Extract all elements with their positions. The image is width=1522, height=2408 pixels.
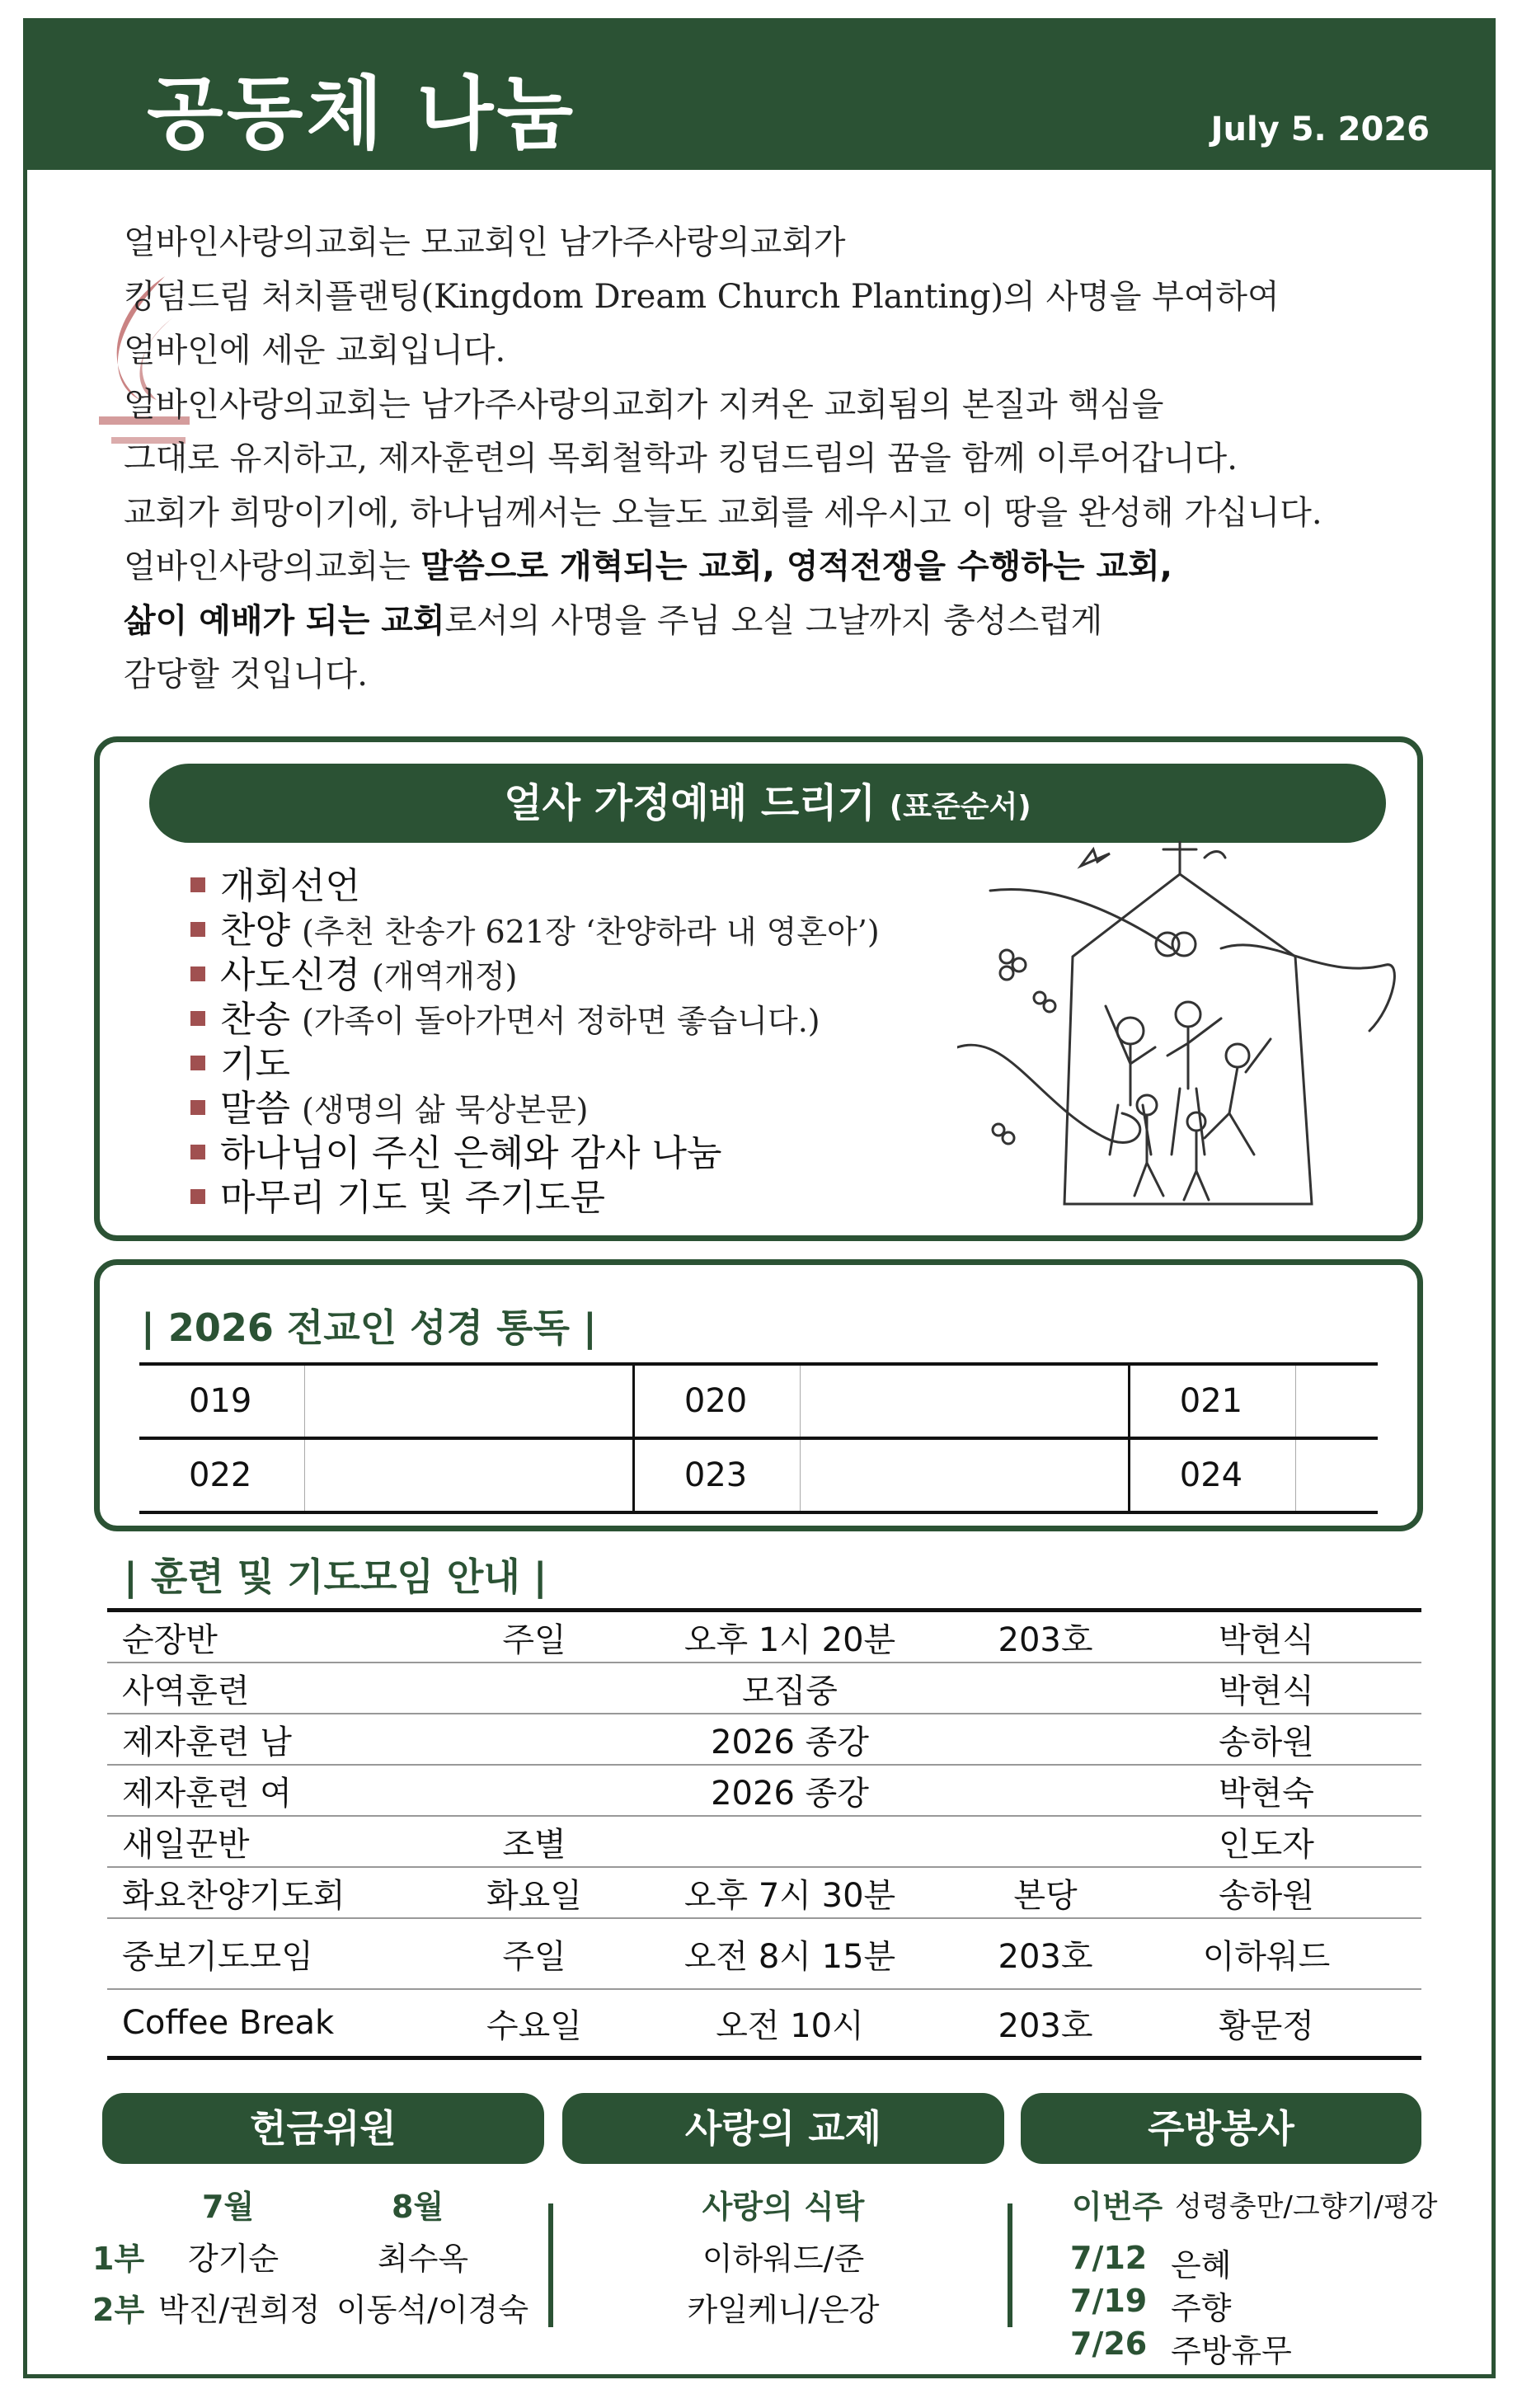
program-day: 조별 xyxy=(502,1825,566,1864)
program-room xyxy=(979,1765,1111,1816)
program-room: 203호 xyxy=(998,1937,1093,1976)
kitchen-team: 주향 xyxy=(1171,2290,1232,2326)
program-name: 화요찬양기도회 xyxy=(122,1876,345,1915)
mission-prefix: 얼바인사랑의교회는 xyxy=(124,548,421,586)
worship-item-note: (가족이 돌아가면서 정하면 좋습니다.) xyxy=(302,1003,820,1039)
training-title: | 훈련 및 기도모임 안내 | xyxy=(124,1554,547,1599)
column-divider xyxy=(548,2203,553,2327)
table-row xyxy=(107,1611,1421,1663)
program-day: 주일 xyxy=(502,1620,566,1659)
program-leader: 박현숙 xyxy=(1219,1774,1314,1813)
program-day xyxy=(468,1663,600,1714)
reading-check-cell[interactable] xyxy=(800,1438,1129,1512)
program-room xyxy=(979,1663,1111,1714)
program-room xyxy=(979,1816,1111,1867)
worship-item-label: 기도 xyxy=(220,1043,291,1085)
square-bullet-icon xyxy=(190,877,205,892)
worship-item-label: 말씀 xyxy=(220,1088,291,1130)
kitchen-date: 7/26 xyxy=(1070,2326,1148,2362)
offering-member: 이동석/이경숙 xyxy=(336,2292,529,2328)
page-header xyxy=(23,18,1496,170)
reading-day: 022 xyxy=(139,1438,305,1512)
worship-subtitle: (표준순서) xyxy=(889,790,1031,824)
fellowship-subtitle: 사랑의 식탁 xyxy=(702,2189,865,2225)
reading-day: 019 xyxy=(139,1364,305,1438)
worship-item xyxy=(190,953,880,998)
offering-member: 최수옥 xyxy=(378,2241,469,2277)
worship-item xyxy=(190,998,880,1042)
program-name: 사역훈련 xyxy=(122,1672,250,1710)
program-name: 순장반 xyxy=(122,1620,218,1659)
square-bullet-icon xyxy=(190,1100,205,1115)
program-name: 제자훈련 남 xyxy=(122,1723,292,1761)
table-row xyxy=(107,1918,1421,1989)
worship-item xyxy=(190,909,880,953)
mission-bold: 삶이 예배가 되는 교회 xyxy=(124,601,445,640)
program-name: 제자훈련 여 xyxy=(122,1774,292,1813)
kitchen-this-week-label: 이번주 xyxy=(1072,2189,1163,2225)
training-table xyxy=(107,1608,1421,2060)
offering-month: 7월 xyxy=(202,2189,255,2225)
square-bullet-icon xyxy=(190,1145,205,1159)
intro-line: 교회가 희망이기에, 하나님께서는 오늘도 교회를 세우시고 이 땅을 완성해 가십니다. xyxy=(124,493,1322,532)
program-time: 2026 종강 xyxy=(711,1774,869,1813)
family-worship-box xyxy=(94,736,1423,1241)
worship-item-note: (생명의 삶 묵상본문) xyxy=(302,1092,589,1128)
kitchen-date: 7/19 xyxy=(1070,2283,1148,2319)
reading-check-cell[interactable] xyxy=(1295,1438,1378,1512)
table-row xyxy=(107,1663,1421,1714)
table-row xyxy=(139,1438,1378,1512)
worship-item-label: 하나님이 주신 은혜와 감사 나눔 xyxy=(220,1132,722,1174)
offering-service: 2부 xyxy=(92,2292,145,2328)
square-bullet-icon xyxy=(190,1011,205,1026)
reading-check-cell[interactable] xyxy=(1295,1364,1378,1438)
offering-month: 8월 xyxy=(392,2189,444,2225)
worship-item xyxy=(190,1131,880,1176)
kitchen-title: 주방봉사 xyxy=(1021,2093,1421,2164)
offering-service: 1부 xyxy=(92,2241,145,2277)
family-worship-title xyxy=(149,764,1386,843)
program-name: Coffee Break xyxy=(122,2004,335,2042)
mission-line xyxy=(124,540,1443,595)
worship-item-note: (개역개정) xyxy=(372,958,518,995)
kitchen-team: 은혜 xyxy=(1171,2247,1232,2283)
reading-day: 021 xyxy=(1129,1364,1295,1438)
kitchen-this-week-teams: 성령충만/그향기/평강 xyxy=(1175,2190,1438,2223)
worship-item xyxy=(190,1087,880,1131)
program-leader: 황문정 xyxy=(1219,2006,1314,2045)
table-row xyxy=(107,1867,1421,1918)
program-day: 수요일 xyxy=(486,2006,582,2045)
program-day: 주일 xyxy=(502,1937,566,1976)
worship-item-note: (추천 찬송가 621장 ‘찬양하라 내 영혼아’) xyxy=(302,914,880,950)
page-title: 공동체 나눔 xyxy=(147,68,577,160)
worship-item xyxy=(190,1176,880,1220)
program-room: 203호 xyxy=(998,2006,1093,2045)
intro-line: 얼바인사랑의교회는 모교회인 남가주사랑의교회가 xyxy=(124,223,846,261)
page-date: July 5. 2026 xyxy=(1210,111,1430,148)
program-room: 본당 xyxy=(1013,1876,1078,1915)
intro-text xyxy=(124,216,1443,703)
mission-suffix: 로서의 사명을 주님 오실 그날까지 충성스럽게 xyxy=(444,601,1103,640)
program-day xyxy=(468,1714,600,1765)
program-leader: 송하원 xyxy=(1219,1876,1314,1915)
square-bullet-icon xyxy=(190,1056,205,1070)
family-church-illustration xyxy=(957,841,1402,1229)
reading-day: 020 xyxy=(633,1364,800,1438)
kitchen-team: 주방휴무 xyxy=(1171,2333,1292,2369)
square-bullet-icon xyxy=(190,1189,205,1204)
offering-member: 박진/권희정 xyxy=(158,2292,321,2328)
worship-item-label: 찬양 xyxy=(220,910,291,952)
reading-day: 023 xyxy=(633,1438,800,1512)
program-time xyxy=(600,1816,979,1867)
program-leader: 박현식 xyxy=(1219,1620,1314,1659)
program-time: 2026 종강 xyxy=(711,1723,869,1761)
fellowship-name: 카일케니/은강 xyxy=(687,2292,880,2328)
reading-check-cell[interactable] xyxy=(305,1438,634,1512)
mission-bold: 말씀으로 개혁되는 교회, 영적전쟁을 수행하는 교회, xyxy=(420,548,1172,586)
square-bullet-icon xyxy=(190,966,205,981)
table-row xyxy=(107,1714,1421,1765)
reading-check-cell[interactable] xyxy=(305,1364,634,1438)
mission-end: 감당할 것입니다. xyxy=(124,656,368,694)
program-day xyxy=(468,1765,600,1816)
worship-title-text: 얼사 가정예배 드리기 xyxy=(504,780,876,826)
program-room: 203호 xyxy=(998,1620,1093,1659)
program-time: 오후 7시 30분 xyxy=(683,1876,896,1915)
intro-line: 킹덤드림 처치플랜팅(Kingdom Dream Church Planting)의 사명을 부여하여 xyxy=(124,277,1280,316)
program-leader: 인도자 xyxy=(1219,1825,1314,1864)
table-row xyxy=(107,1765,1421,1816)
program-name: 새일꾼반 xyxy=(122,1825,250,1864)
program-time: 모집중 xyxy=(742,1672,838,1710)
kitchen-date: 7/12 xyxy=(1070,2240,1148,2276)
program-time: 오전 8시 15분 xyxy=(683,1937,896,1976)
intro-line: 얼바인사랑의교회는 남가주사랑의교회가 지켜온 교회됨의 본질과 핵심을 xyxy=(124,385,1164,424)
program-room xyxy=(979,1714,1111,1765)
worship-item xyxy=(190,864,880,909)
bible-reading-title: | 2026 전교인 성경 통독 | xyxy=(141,1305,597,1350)
table-row xyxy=(107,1989,1421,2058)
bible-reading-table xyxy=(139,1362,1378,1514)
reading-check-cell[interactable] xyxy=(800,1364,1129,1438)
fellowship-name: 이하워드/준 xyxy=(702,2241,865,2277)
square-bullet-icon xyxy=(190,922,205,937)
mission-line xyxy=(124,595,1443,649)
program-time: 오후 1시 20분 xyxy=(683,1620,896,1659)
offering-member: 강기순 xyxy=(188,2241,280,2277)
worship-item-label: 마무리 기도 및 주기도문 xyxy=(220,1177,605,1219)
offering-title: 헌금위원 xyxy=(102,2093,544,2164)
worship-order-list xyxy=(190,864,880,1220)
intro-line: 그대로 유지하고, 제자훈련의 목회철학과 킹덤드림의 꿈을 함께 이루어갑니다. xyxy=(124,440,1238,477)
program-leader: 이하워드 xyxy=(1202,1937,1331,1976)
program-leader: 박현식 xyxy=(1219,1672,1314,1710)
table-row xyxy=(107,1816,1421,1867)
worship-item-label: 찬송 xyxy=(220,999,291,1041)
worship-item-label: 사도신경 xyxy=(220,954,361,996)
reading-day: 024 xyxy=(1129,1438,1295,1512)
worship-item xyxy=(190,1042,880,1087)
bible-reading-box xyxy=(94,1259,1423,1531)
program-day: 화요일 xyxy=(486,1876,582,1915)
program-leader: 송하원 xyxy=(1219,1723,1314,1761)
column-divider xyxy=(1008,2203,1012,2327)
program-time: 오전 10시 xyxy=(716,2006,864,2045)
worship-item-label: 개회선언 xyxy=(220,865,361,907)
program-name: 중보기도모임 xyxy=(122,1937,313,1976)
fellowship-title: 사랑의 교제 xyxy=(562,2093,1004,2164)
table-row xyxy=(139,1364,1378,1438)
intro-line: 얼바인에 세운 교회입니다. xyxy=(124,332,506,369)
